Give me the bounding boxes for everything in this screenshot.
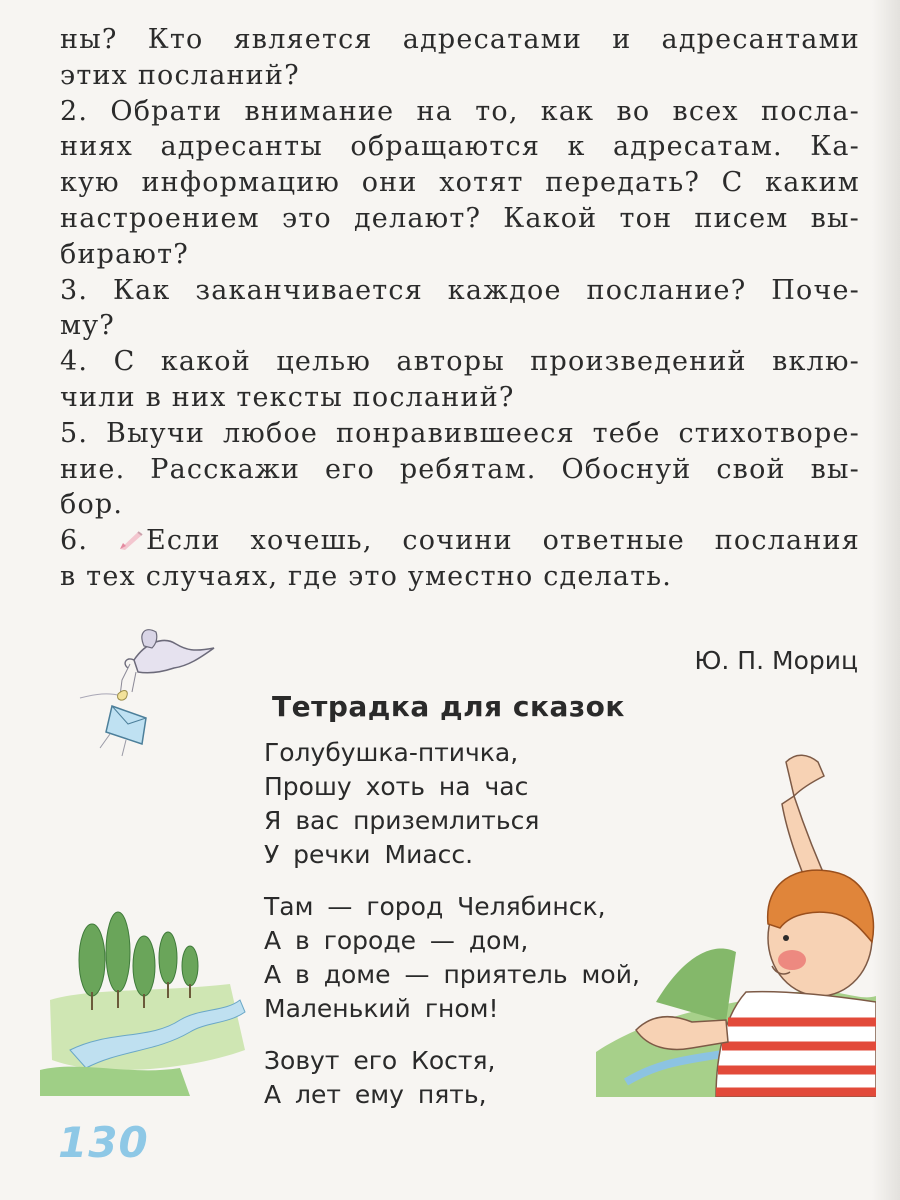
page-edge-shadow [872,0,900,1200]
question-line: бирают? [60,238,189,270]
question-line: 4. С какой целью авторы произведений вклю- [60,346,860,378]
poem-line: У речки Миасс. [264,840,474,869]
poem-line: Прошу хоть на час [264,772,529,801]
poem-author: Ю. П. Мориц [694,646,858,675]
question-line: 5. Выучи любое понравившееся тебе стихотворе- [60,417,860,449]
question-line: ны? Кто является адресатами и адресантами [60,24,860,55]
poem-line: Там — город Челябинск, [264,892,606,921]
question-line: 2. Обрати внимание на то, как во всех посла- [60,95,860,127]
question-line: этих посланий? [60,59,300,91]
question-line: кую информацию они хотят передать? С каким [60,167,860,199]
poem-title: Тетрадка для сказок [272,690,625,723]
question-line: бор. [60,489,124,521]
question-line: ние. Расскажи его ребятам. Обоснуй свой вы- [60,453,860,485]
question-line: Если хочешь, сочини ответные послания [145,525,860,557]
poem-line: А в городе — дом, [264,926,529,955]
question-6-number: 6. [60,525,89,557]
poem-stanza-2 [264,890,640,1026]
question-line: 3. Как заканчивается каждое послание? Поче- [60,274,860,306]
bird-illustration [76,622,226,762]
poem-line: Я вас приземлиться [264,806,540,835]
question-line: настроением это делают? Какой тон писем вы- [60,202,860,234]
poem-stanza-1 [264,736,539,872]
poem-line: А лет ему пять, [264,1080,487,1109]
page-number: 130 [58,1118,149,1167]
poem-line: Зовут его Костя, [264,1046,496,1075]
poem-line: Голубушка-птичка, [264,738,519,767]
questions-block [60,22,860,595]
question-6-line [60,523,860,559]
poem-line: Маленький гном! [264,994,499,1023]
poem-stanza-3 [264,1044,495,1112]
poem-line: А в доме — приятель мой, [264,960,640,989]
pencil-icon [118,529,144,551]
question-line: в тех случаях, где это уместно сделать. [60,560,673,592]
river-landscape-illustration [40,900,255,1100]
question-line: му? [60,310,115,342]
question-line: ниях адресанты обращаются к адресатам. Ка- [60,131,860,163]
question-line: чили в них тексты посланий? [60,381,515,413]
